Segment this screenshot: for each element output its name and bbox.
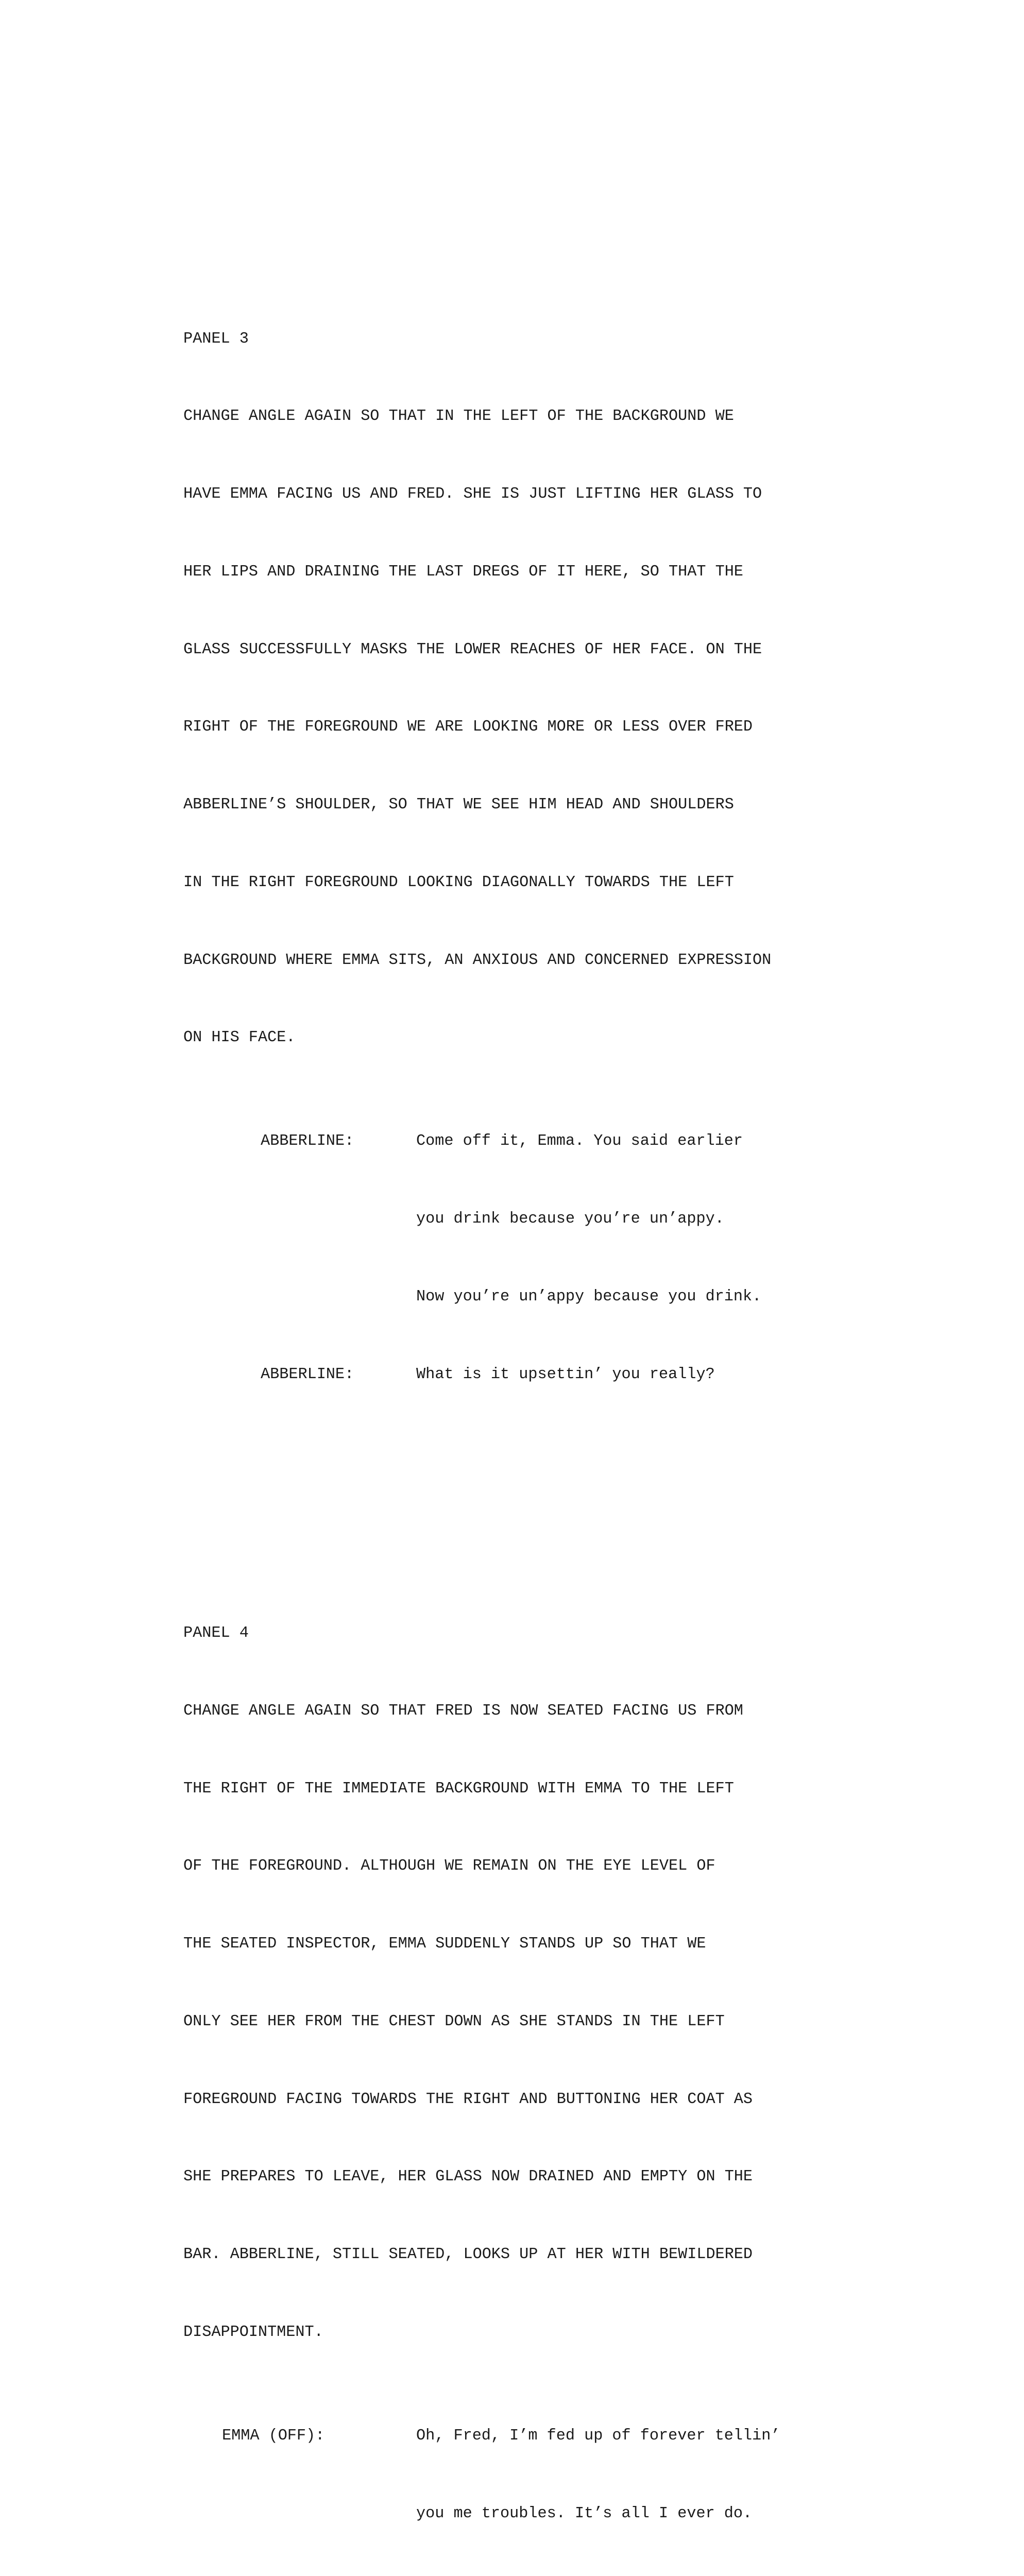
- panel-description-line: OF THE FOREGROUND. ALTHOUGH WE REMAIN ON THE EYE LEVEL OF: [183, 1853, 858, 1879]
- panel-description-line: BACKGROUND WHERE EMMA SITS, AN ANXIOUS AND CONCERNED EXPRESSION: [183, 947, 858, 973]
- panel-description-line: DISAPPOINTMENT.: [183, 2319, 858, 2345]
- panel-description-line: THE RIGHT OF THE IMMEDIATE BACKGROUND WITH EMMA TO THE LEFT: [183, 1776, 858, 1802]
- dialogue-line: [183, 2501, 858, 2527]
- panel-heading: PANEL 3: [183, 326, 858, 352]
- speech-text: What is it upsettin’ you really?: [416, 1362, 715, 1387]
- panel-description-line: IN THE RIGHT FOREGROUND LOOKING DIAGONALLY TOWARDS THE LEFT: [183, 870, 858, 895]
- dialogue-line: [183, 1362, 858, 1387]
- speaker-name: ABBERLINE:: [261, 1362, 354, 1387]
- panel-description-line: SHE PREPARES TO LEAVE, HER GLASS NOW DRAINED AND EMPTY ON THE: [183, 2164, 858, 2190]
- panel-description-line: ONLY SEE HER FROM THE CHEST DOWN AS SHE STANDS IN THE LEFT: [183, 2009, 858, 2035]
- dialogue-line: [183, 2423, 858, 2449]
- panel-description-line: ABBERLINE’S SHOULDER, SO THAT WE SEE HIM HEAD AND SHOULDERS: [183, 792, 858, 818]
- speaker-name: EMMA (OFF):: [222, 2423, 325, 2449]
- panel-description-line: FOREGROUND FACING TOWARDS THE RIGHT AND BUTTONING HER COAT AS: [183, 2087, 858, 2112]
- panel-description-line: HER LIPS AND DRAINING THE LAST DREGS OF IT HERE, SO THAT THE: [183, 559, 858, 585]
- dialogue-line: [183, 1284, 858, 1310]
- script-page: [183, 171, 858, 2576]
- panel-description-line: CHANGE ANGLE AGAIN SO THAT IN THE LEFT OF THE BACKGROUND WE: [183, 403, 858, 429]
- panel-description-line: RIGHT OF THE FOREGROUND WE ARE LOOKING MORE OR LESS OVER FRED: [183, 714, 858, 740]
- speech-text: you drink because you’re un’appy.: [416, 1206, 724, 1232]
- speech-text: Now you’re un’appy because you drink.: [416, 1284, 761, 1310]
- dialogue-line: [183, 1206, 858, 1232]
- panel-description-line: ON HIS FACE.: [183, 1025, 858, 1050]
- speech-text: you me troubles. It’s all I ever do.: [416, 2501, 752, 2527]
- speech-text: Come off it, Emma. You said earlier: [416, 1128, 743, 1154]
- dialogue-line: [183, 1128, 858, 1154]
- panel-heading: PANEL 4: [183, 1620, 858, 1646]
- panel-description-line: BAR. ABBERLINE, STILL SEATED, LOOKS UP AT HER WITH BEWILDERED: [183, 2242, 858, 2267]
- speaker-name: ABBERLINE:: [261, 1128, 354, 1154]
- speech-text: Oh, Fred, I’m fed up of forever tellin’: [416, 2423, 780, 2449]
- panel-4: [183, 1569, 858, 2576]
- panel-description-line: HAVE EMMA FACING US AND FRED. SHE IS JUST LIFTING HER GLASS TO: [183, 481, 858, 507]
- panel-3: [183, 274, 858, 1439]
- panel-description-line: THE SEATED INSPECTOR, EMMA SUDDENLY STANDS UP SO THAT WE: [183, 1931, 858, 1957]
- panel-description-line: GLASS SUCCESSFULLY MASKS THE LOWER REACHES OF HER FACE. ON THE: [183, 637, 858, 663]
- panel-description-line: CHANGE ANGLE AGAIN SO THAT FRED IS NOW SEATED FACING US FROM: [183, 1698, 858, 1724]
